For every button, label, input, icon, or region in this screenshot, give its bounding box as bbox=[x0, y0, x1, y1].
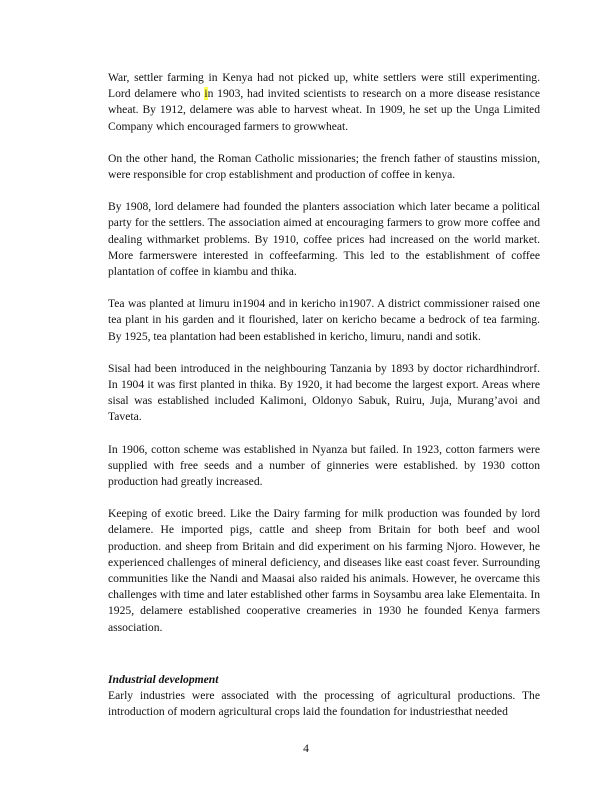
paragraph-cotton: In 1906, cotton scheme was established in Nyanza but failed. In 1923, cotton farmers were supplied with free seeds and a number of ginneries were established. by 1930 cotton production had greatly increased. bbox=[108, 442, 540, 489]
paragraph-text: War, settler farming in Kenya had not picked up, white settlers were still experimenting. Lord delamere who bbox=[108, 71, 540, 101]
paragraph-wheat-farming bbox=[108, 70, 540, 135]
paragraph-exotic-breed: Keeping of exotic breed. Like the Dairy farming for milk production was founded by lord delamere. He imported pigs, cattle and sheep from Britain for both beef and wool production. and sheep from Britain and did experiment on his farming Njoro. However, he experienced challenges of mineral deficiency, and diseases like east coast fever. Surrounding communities like the Nandi and Maasai also raided his animals. However, he overcame this challenges with time and later established other farms in Soysambu area lake Elementaita. In 1925, delamere established cooperative creameries in 1930 he founded Kenya farmers association. bbox=[108, 507, 540, 634]
page-body bbox=[108, 70, 540, 721]
paragraph-sisal: Sisal had been introduced in the neighbouring Tanzania by 1893 by doctor richardhindrorf. In 1904 it was first planted in thika. By 1920, it had become the largest export. Areas where sisal was established included Kalimoni, Oldonyo Sabuk, Ruiru, Juja, Murang’avoi and Taveta. bbox=[108, 361, 540, 424]
highlighted-text: i bbox=[204, 87, 208, 101]
section-heading: Industrial development bbox=[108, 672, 219, 686]
paragraph-tea: Tea was planted at limuru in1904 and in kericho in1907. A district commissioner raised one tea plant in his garden and it flourished, later on kericho became a bedrock of tea farming. By 1925, tea plantation had been established in kericho, limuru, nandi and sotik. bbox=[108, 297, 540, 343]
paragraph-text: n 1903, had invited scientists to research on a more disease resistance wheat. By 1912, delamere was able to harvest wheat. In 1909, he set up the Unga Limited Company which encouraged farmers to growwheat. bbox=[108, 87, 540, 133]
paragraph-coffee-missionaries: On the other hand, the Roman Catholic missionaries; the french father of staustins mission, were responsible for crop establishment and production of coffee in kenya. bbox=[108, 151, 540, 182]
paragraph-planters-association: By 1908, lord delamere had founded the planters association which later became a political party for the settlers. The association aimed at encouraging farmers to grow more coffee and dealing withmarket problems. By 1910, coffee prices had increased on the world market. More farmerswere interested in coffeefarming. This led to the establishment of coffee plantation of coffee in kiambu and thika. bbox=[108, 200, 540, 279]
page-number: 4 bbox=[303, 742, 309, 755]
section-body: Early industries were associated with the processing of agricultural productions. The introduction of modern agricultural crops laid the foundation for industriesthat needed bbox=[108, 689, 540, 719]
